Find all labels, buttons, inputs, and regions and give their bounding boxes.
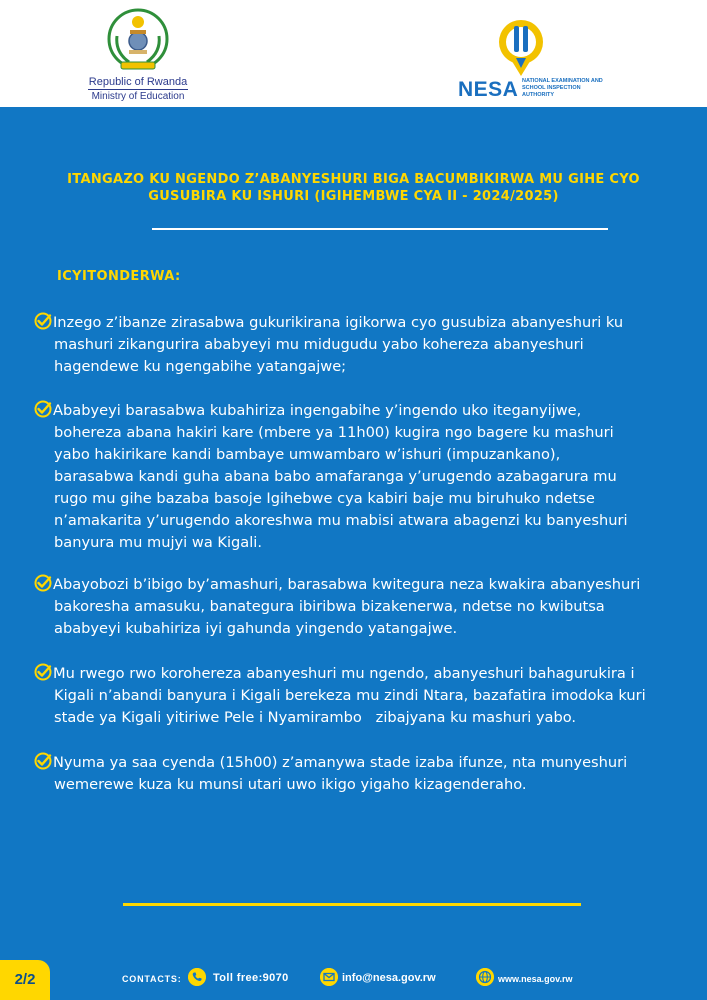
page-number-badge: 2/2 xyxy=(0,960,50,1000)
title-divider xyxy=(152,228,608,230)
rwanda-seal-icon xyxy=(107,8,169,74)
website-link[interactable]: www.nesa.gov.rw xyxy=(498,974,573,984)
notice-item-line: yabo hakirikare kandi bambaye umwambaro w’ishuri (impuzankano), xyxy=(54,446,561,463)
nesa-tagline: NATIONAL EXAMINATION AND SCHOOL INSPECTION AUTHORITY xyxy=(522,78,603,98)
notice-item xyxy=(34,574,684,640)
header xyxy=(0,0,707,107)
check-circle-icon xyxy=(34,663,52,681)
notice-item-line: banyura mu mujyi wa Kigali. xyxy=(54,534,262,551)
notice-item xyxy=(34,312,684,378)
check-circle-icon xyxy=(34,752,52,770)
nesa-logo xyxy=(458,18,618,101)
notice-item-line: bakoresha amasuku, banategura ibiribwa bizakenerwa, ndetse no kwibutsa xyxy=(54,598,605,615)
contacts-label: CONTACTS: xyxy=(122,974,182,984)
notice-item-line: rugo mu gihe bazaba basoje Igihebwe cya kabiri baje mu biruhuko ndetse xyxy=(54,490,595,507)
globe-icon xyxy=(476,968,494,986)
toll-free-text: Toll free:9070 xyxy=(213,972,289,984)
email-icon xyxy=(320,968,338,986)
notice-item-line: barasabwa kandi guha abana babo amafaranga y’urugendo azabagarura mu xyxy=(54,468,617,485)
notice-item xyxy=(34,752,684,796)
notice-item-line: bohereza abana hakiri kare (mbere ya 11h00) kugira ngo bagere ku mashuri xyxy=(54,424,614,441)
phone-icon xyxy=(188,968,206,986)
notice-item-line: Inzego z’ibanze zirasabwa gukurikirana igikorwa cyo gusubiza abanyeshuri ku xyxy=(53,314,624,331)
notice-item-line: wemerewe kuza ku munsi utari uwo ikigo yigaho kizagenderaho. xyxy=(54,776,527,793)
notice-item-line: Nyuma ya saa cyenda (15h00) z’amanywa stade izaba ifunze, nta munyeshuri xyxy=(53,754,628,771)
notice-item-line: Ababyeyi barasabwa kubahiriza ingengabihe y’ingendo uko iteganyijwe, xyxy=(53,402,582,419)
notice-item-line: Mu rwego rwo korohereza abanyeshuri mu ngendo, abanyeshuri bahagurukira i xyxy=(53,665,635,682)
notice-item-line: mashuri zikangurira ababyeyi mu midugudu yabo kohereza abanyeshuri xyxy=(54,336,584,353)
check-circle-icon xyxy=(34,574,52,592)
notice-item-line: Abayobozi b’ibigo by’amashuri, barasabwa kwitegura neza kwakira abanyeshuri xyxy=(53,576,641,593)
bottom-divider xyxy=(123,903,581,906)
notice-subheading: ICYITONDERWA: xyxy=(57,269,181,284)
notice-item-line: Kigali n’abandi banyura i Kigali berekeza mu zindi Ntara, bazafatira imodoka kuri xyxy=(54,687,646,704)
notice-item xyxy=(34,400,684,554)
nesa-wordmark: NESA xyxy=(458,78,519,101)
notice-item-line: stade ya Kigali yitiriwe Pele i Nyamirambo zibajyana ku mashuri yabo. xyxy=(54,709,577,726)
check-circle-icon xyxy=(34,400,52,418)
email-link[interactable]: info@nesa.gov.rw xyxy=(342,972,436,984)
logo-divider xyxy=(88,89,188,90)
notice-item-line: hagendewe ku ngengabihe yatangajwe; xyxy=(54,358,347,375)
footer xyxy=(0,952,707,1000)
check-circle-icon xyxy=(34,312,52,330)
nesa-emblem-icon xyxy=(494,18,548,80)
republic-of-rwanda-text: Republic of Rwanda xyxy=(88,76,188,88)
announcement-title: ITANGAZO KU NGENDO Z’ABANYESHURI BIGA BACUMBIKIRWA MU GIHE CYO GUSUBIRA KU ISHURI (IGIHEMBWE CYA II - 2024/2025) xyxy=(67,172,640,204)
notice-item-line: n’amakarita y’urugendo akoreshwa mu mabisi atwara abagenzi ku banyeshuri xyxy=(54,512,628,529)
rwanda-logo xyxy=(88,8,188,108)
notice-item xyxy=(34,663,684,729)
notice-item-line: ababyeyi kubahiriza iyi gahunda yingendo yatangajwe. xyxy=(54,620,458,637)
ministry-of-education-text: Ministry of Education xyxy=(91,91,185,102)
